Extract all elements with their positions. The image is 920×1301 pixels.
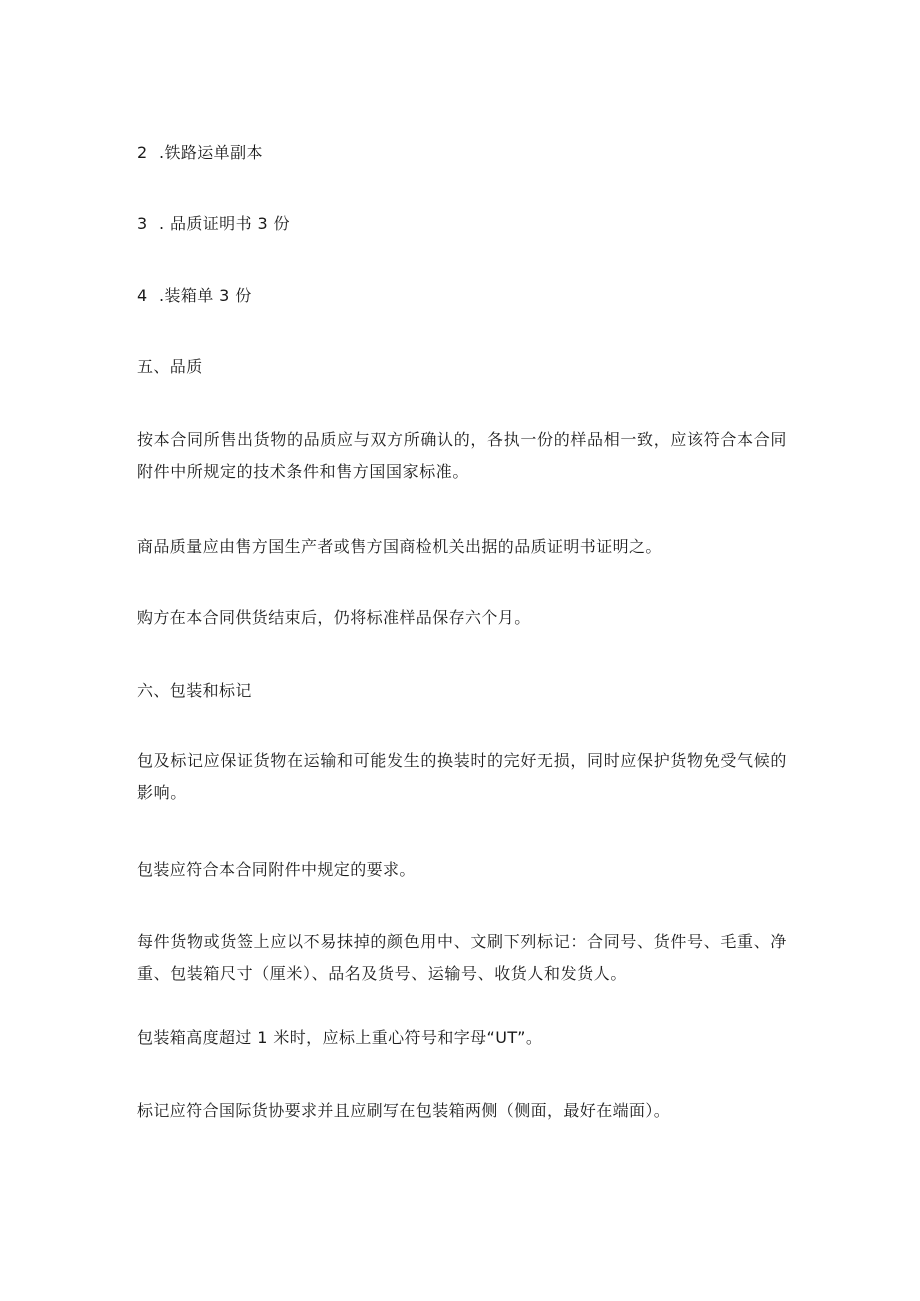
paragraph: 包及标记应保证货物在运输和可能发生的换装时的完好无损，同时应保护货物免受气候的影响。 bbox=[137, 751, 787, 802]
list-item-text: .铁路运单副本 bbox=[159, 143, 263, 162]
list-item bbox=[137, 282, 787, 310]
paragraph: 购方在本合同供货结束后，仍将标准样品保存六个月。 bbox=[137, 608, 531, 627]
list-item-text: .装箱单 3 份 bbox=[159, 286, 252, 305]
list-item bbox=[137, 139, 787, 167]
list-item-text: . 品质证明书 3 份 bbox=[159, 214, 290, 233]
paragraph: 包装应符合本合同附件中规定的要求。 bbox=[137, 860, 416, 879]
paragraph: 每件货物或货签上应以不易抹掉的颜色用中、文刷下列标记：合同号、货件号、毛重、净重、包装箱尺寸（厘米）、品名及货号、运输号、收货人和发货人。 bbox=[137, 932, 787, 983]
paragraph: 按本合同所售出货物的品质应与双方所确认的，各执一份的样品相一致，应该符合本合同附件中所规定的技术条件和售方国国家标准。 bbox=[137, 430, 787, 481]
section-heading: 五、品质 bbox=[137, 357, 203, 376]
section-heading: 六、包装和标记 bbox=[137, 681, 252, 700]
paragraph: 包装箱高度超过 1 米时，应标上重心符号和字母“UT”。 bbox=[137, 1028, 543, 1047]
list-item bbox=[137, 210, 787, 238]
list-item-number: 2 bbox=[137, 143, 148, 162]
list-item-number: 4 bbox=[137, 286, 148, 305]
paragraph: 标记应符合国际货协要求并且应刷写在包装箱两侧（侧面，最好在端面）。 bbox=[137, 1101, 671, 1120]
list-item-number: 3 bbox=[137, 214, 148, 233]
paragraph: 商品质量应由售方国生产者或售方国商检机关出据的品质证明书证明之。 bbox=[137, 537, 662, 556]
